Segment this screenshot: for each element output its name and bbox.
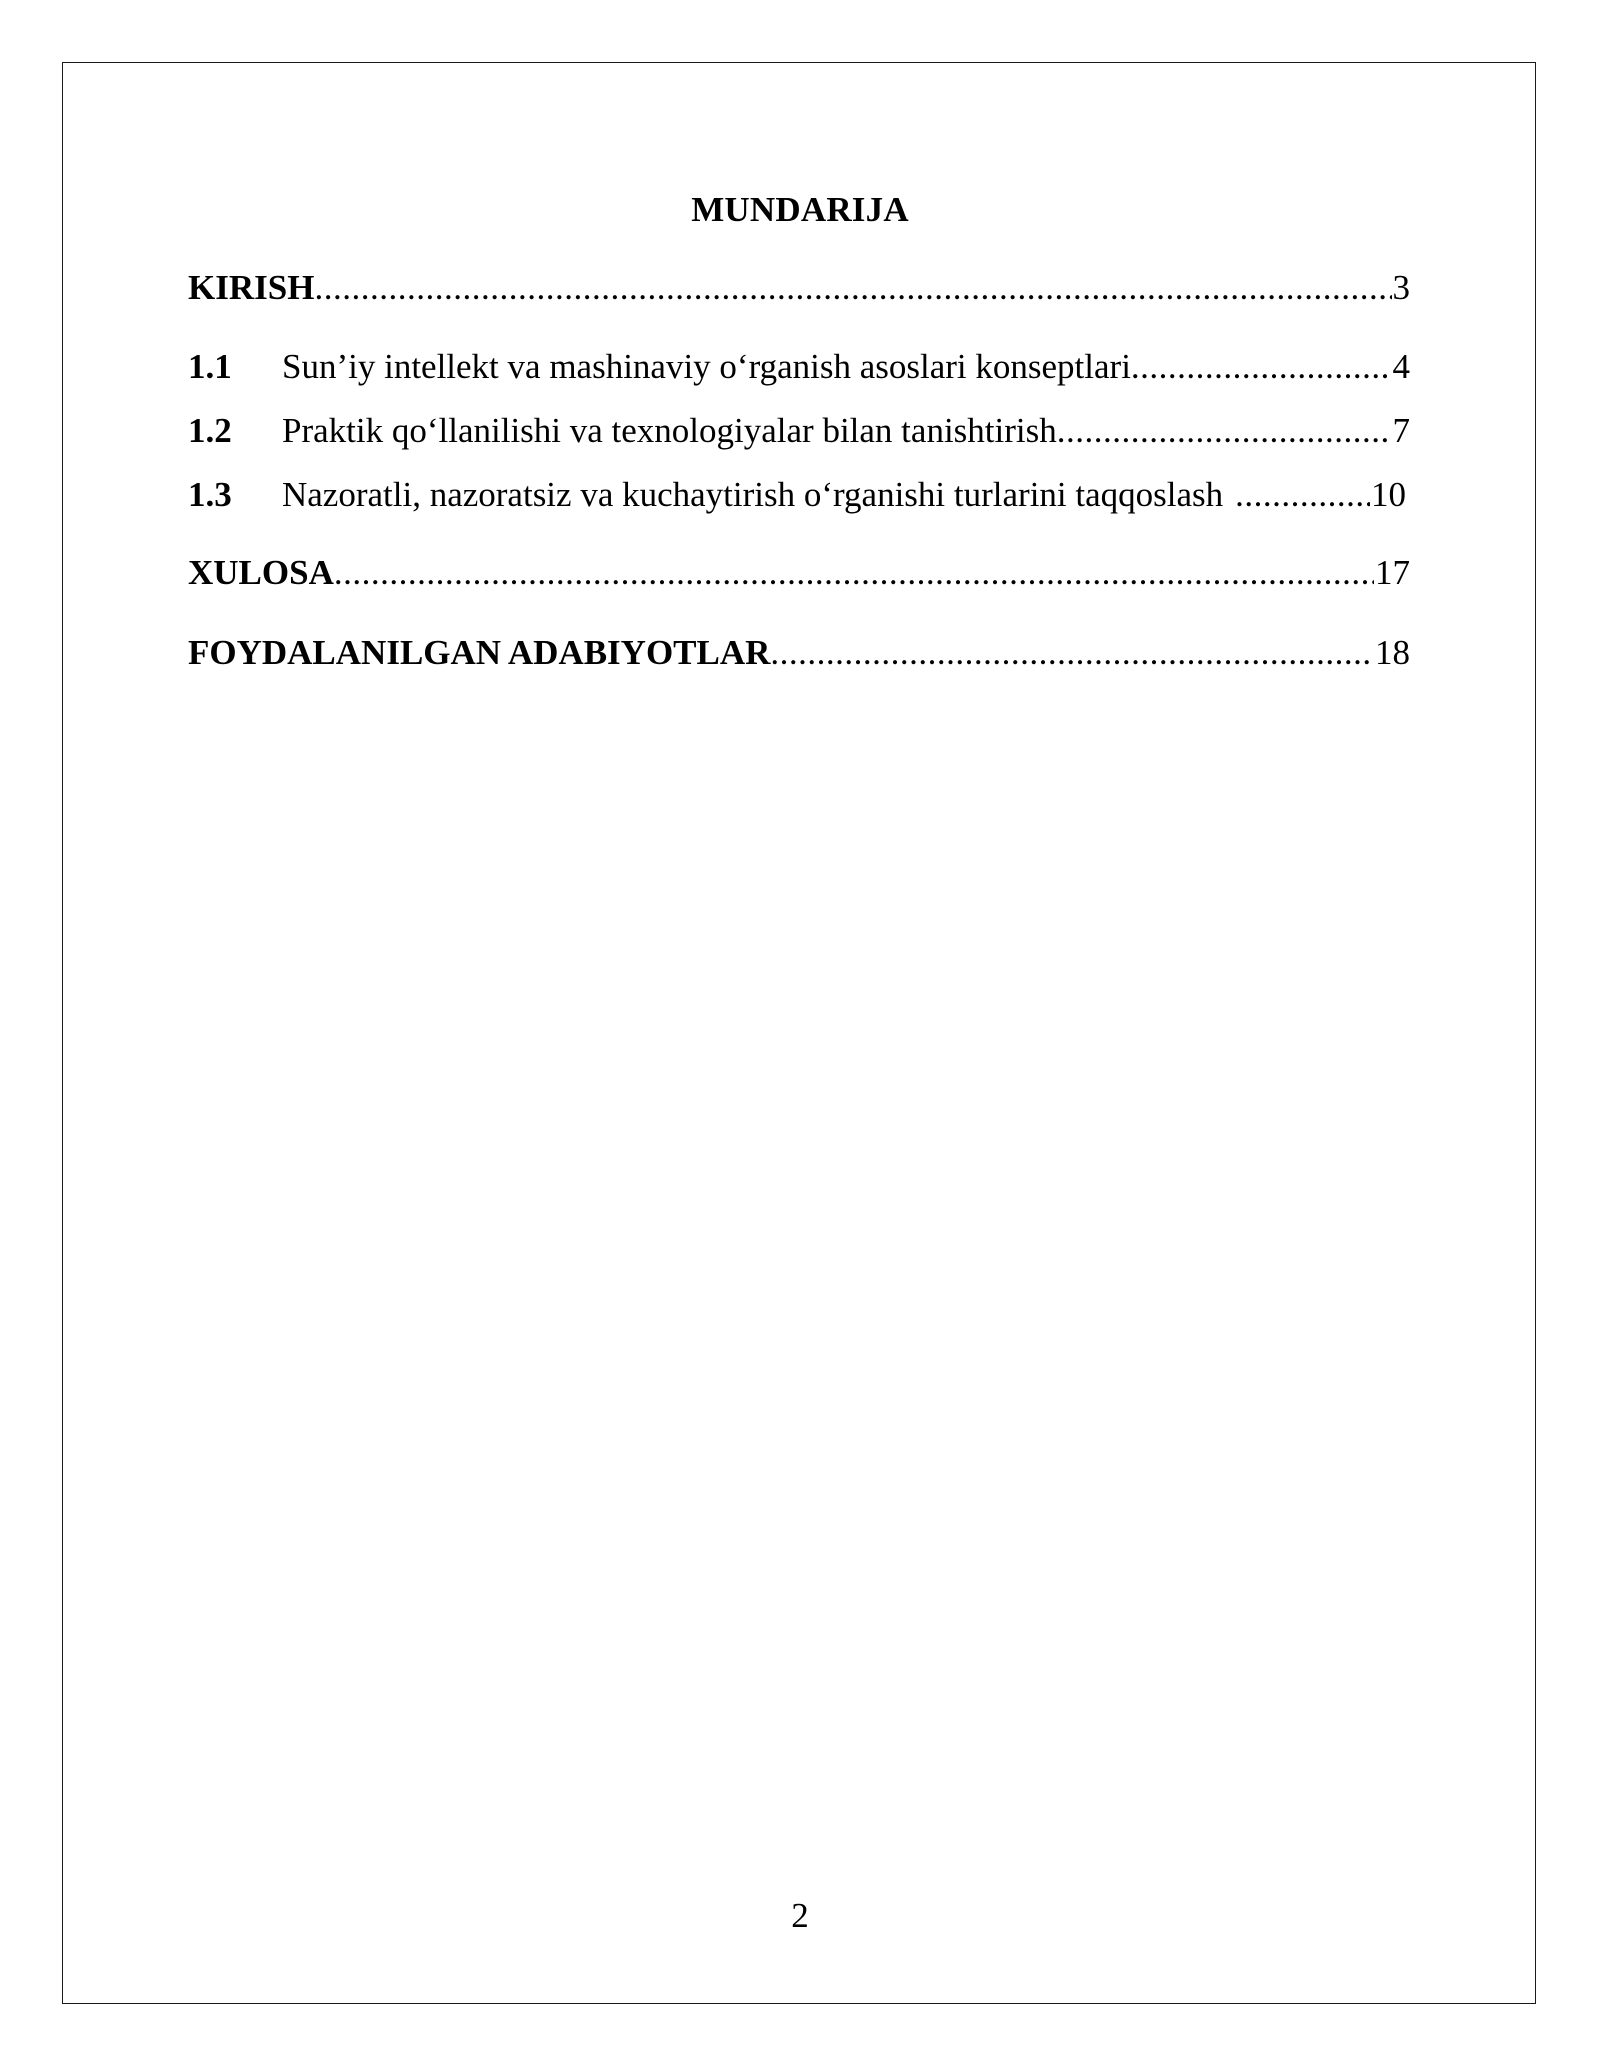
- toc-entry-1-3[interactable]: [188, 473, 1406, 517]
- toc-entry-text: Nazoratli, nazoratsiz va kuchaytirish o‘rganishi turlarini taqqoslash: [282, 475, 1224, 514]
- toc-entry-1-2[interactable]: [188, 409, 1410, 453]
- toc-entry-text: FOYDALANILGAN ADABIYOTLAR: [188, 633, 771, 672]
- toc-entry-page: 17: [1375, 553, 1410, 592]
- toc-entry-page: 10: [1371, 475, 1406, 514]
- toc-dot-leader: [314, 266, 1391, 310]
- toc-dot-leader: [334, 551, 1374, 595]
- page-title: MUNDARIJA: [691, 190, 909, 229]
- toc-dot-leader: [1131, 345, 1392, 389]
- toc-entry-page: 18: [1375, 633, 1410, 672]
- toc-entry-page: 3: [1392, 268, 1410, 307]
- toc-entry-page: 4: [1392, 347, 1410, 386]
- page-number: 2: [791, 1896, 809, 1935]
- toc-dot-leader: [1223, 473, 1370, 517]
- toc-dot-leader: [1057, 409, 1392, 453]
- toc-entry-xulosa[interactable]: [188, 551, 1410, 595]
- toc-entry-number: 1.3: [188, 475, 232, 514]
- toc-entry-text: Praktik qo‘llanilishi va texnologiyalar bilan tanishtirish: [282, 411, 1057, 450]
- toc-entry-page: 7: [1392, 411, 1410, 450]
- toc-entry-adabiyotlar[interactable]: [188, 631, 1410, 675]
- toc-entry-text: Sun’iy intellekt va mashinaviy o‘rganish asoslari konseptlari: [282, 347, 1131, 386]
- toc-entry-kirish[interactable]: [188, 266, 1410, 310]
- toc-dot-leader: [770, 631, 1374, 675]
- toc-entry-1-1[interactable]: [188, 345, 1410, 389]
- toc-entry-number: 1.2: [188, 411, 232, 450]
- toc-entry-number: 1.1: [188, 347, 232, 386]
- toc-entry-text: XULOSA: [188, 553, 334, 592]
- toc-entry-text: KIRISH: [188, 268, 315, 307]
